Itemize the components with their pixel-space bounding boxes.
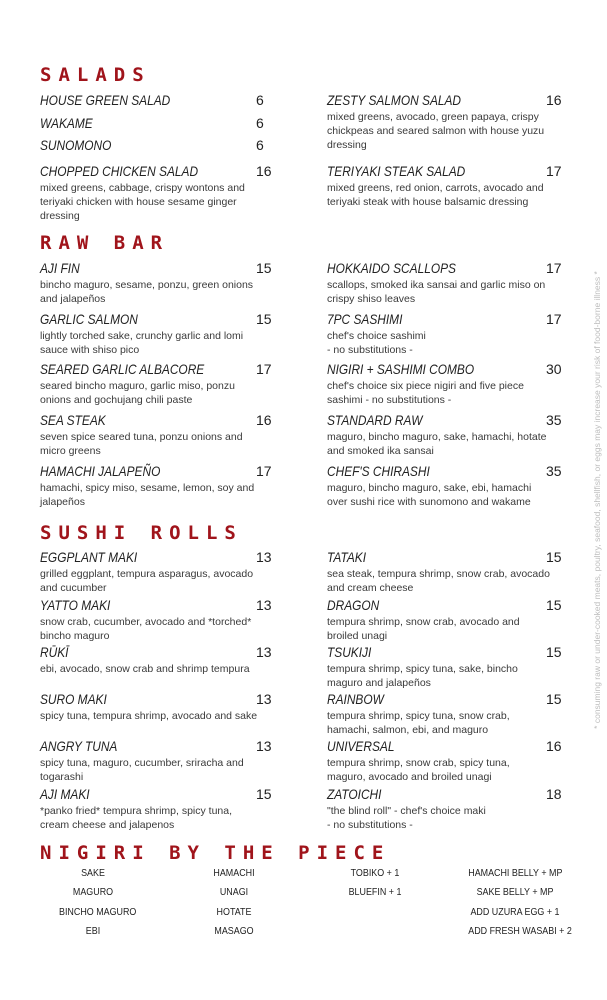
item-description: seared bincho maguro, garlic miso, ponzu onions and gochujang chili paste	[40, 380, 235, 406]
item-name: ZATOICHI	[327, 786, 382, 802]
item-price: 13	[256, 549, 272, 565]
item-price: 17	[546, 311, 562, 327]
item-price: 15	[546, 644, 562, 660]
menu-item	[327, 463, 562, 509]
item-name: SEA STEAK	[40, 412, 106, 428]
nigiri-item: MAGURO	[72, 886, 114, 898]
item-price: 35	[546, 412, 562, 428]
item-price: 6	[256, 92, 264, 108]
item-description: tempura shrimp, snow crab, avocado and broiled unagi	[327, 616, 520, 642]
item-price: 30	[546, 361, 562, 377]
nigiri-item: EBI	[85, 925, 101, 937]
menu-item	[40, 361, 272, 407]
item-description: tempura shrimp, snow crab, spicy tuna, maguro, avocado and broiled unagi	[327, 757, 510, 783]
item-description: "the blind roll" - chef's choice maki - no substitutions -	[327, 805, 486, 831]
menu-item	[40, 260, 272, 306]
item-description: scallops, smoked ika sansai and garlic miso on crispy shiso leaves	[327, 279, 546, 305]
item-description: *panko fried* tempura shrimp, spicy tuna, cream cheese and jalapenos	[40, 805, 233, 831]
item-price: 13	[256, 691, 272, 707]
item-description: snow crab, cucumber, avocado and *torched* bincho maguro	[40, 616, 252, 642]
item-name: ANGRY TUNA	[40, 738, 118, 754]
food-safety-disclaimer: * consuming raw or under-cooked meats, poultry, seafood, shellfish, or eggs may increase your risk of food-borne illness *	[592, 271, 602, 729]
nigiri-item: MASAGO	[214, 925, 254, 937]
item-description: chef's choice six piece nigiri and five piece sashimi - no substitutions -	[327, 380, 524, 406]
item-name: AJI FIN	[40, 260, 80, 276]
menu-item	[40, 549, 272, 595]
menu-item	[40, 115, 264, 132]
item-description: mixed greens, avocado, green papaya, crispy chickpeas and seared salmon with house yuzu dressing	[327, 111, 545, 151]
item-price: 16	[256, 412, 272, 428]
item-name: 7PC SASHIMI	[327, 311, 403, 327]
item-price: 6	[256, 115, 264, 131]
section-title-nigiri: NIGIRI BY THE PIECE	[40, 842, 391, 864]
menu-item	[327, 163, 562, 209]
item-price: 13	[256, 597, 272, 613]
item-price: 35	[546, 463, 562, 479]
menu-item	[327, 361, 562, 407]
item-name: TSUKIJI	[327, 644, 372, 660]
menu-item	[327, 92, 562, 152]
item-name: NIGIRI + SASHIMI COMBO	[327, 361, 475, 377]
item-price: 18	[546, 786, 562, 802]
section-title-raw-bar: RAW BAR	[40, 232, 170, 254]
menu-item	[40, 597, 272, 643]
item-description: spicy tuna, tempura shrimp, avocado and sake	[40, 710, 258, 722]
menu-item	[327, 786, 562, 832]
item-description: spicy tuna, maguro, cucumber, sriracha and togarashi	[40, 757, 244, 783]
menu-item	[327, 738, 562, 784]
menu-item	[40, 738, 272, 784]
section-title-sushi-rolls: SUSHI ROLLS	[40, 522, 243, 544]
item-description: maguro, bincho maguro, sake, hamachi, hotate and smoked ika sansai	[327, 431, 547, 457]
nigiri-item: SAKE	[81, 867, 105, 879]
item-name: UNIVERSAL	[327, 738, 395, 754]
item-price: 16	[546, 738, 562, 754]
item-price: 15	[256, 786, 272, 802]
item-name: RŪKĪ	[40, 644, 69, 660]
menu-item	[40, 412, 272, 458]
item-description: chef's choice sashimi - no substitutions -	[327, 330, 426, 356]
item-description: mixed greens, red onion, carrots, avocado and teriyaki steak with house balsamic dressing	[327, 182, 544, 208]
item-description: grilled eggplant, tempura asparagus, avocado and cucumber	[40, 568, 254, 594]
item-price: 15	[256, 260, 272, 276]
nigiri-item: HOTATE	[216, 906, 252, 918]
menu-item	[40, 137, 264, 154]
nigiri-item: HAMACHI	[213, 867, 255, 879]
item-price: 15	[546, 549, 562, 565]
nigiri-item: BINCHO MAGURO	[59, 906, 137, 918]
section-title-salads: SALADS	[40, 64, 151, 86]
nigiri-item: BLUEFIN + 1	[348, 886, 402, 898]
item-name: DRAGON	[327, 597, 380, 613]
nigiri-item: SAKE BELLY + MP	[476, 886, 554, 898]
item-price: 6	[256, 137, 264, 153]
item-name: RAINBOW	[327, 691, 384, 707]
menu-item	[40, 311, 272, 357]
item-price: 17	[256, 463, 272, 479]
menu-item	[327, 311, 562, 357]
item-name: SUNOMONO	[40, 137, 112, 153]
nigiri-item: UNAGI	[219, 886, 249, 898]
menu-item	[40, 644, 272, 676]
item-description: mixed greens, cabbage, crispy wontons and teriyaki chicken with house sesame ginger dressing	[40, 182, 245, 222]
item-description: bincho maguro, sesame, ponzu, green onions and jalapeños	[40, 279, 254, 305]
menu-item	[40, 786, 272, 832]
menu-item	[327, 691, 562, 737]
item-name: CHOPPED CHICKEN SALAD	[40, 163, 199, 179]
item-price: 17	[546, 163, 562, 179]
menu-item	[327, 644, 562, 690]
item-name: GARLIC SALMON	[40, 311, 138, 327]
item-price: 15	[546, 691, 562, 707]
item-description: maguro, bincho maguro, sake, ebi, hamachi over sushi rice with sunomono and wakame	[327, 482, 532, 508]
item-name: AJI MAKI	[40, 786, 90, 802]
item-name: HOUSE GREEN SALAD	[40, 92, 171, 108]
menu-item	[40, 691, 272, 723]
menu-item	[40, 163, 272, 223]
item-name: SEARED GARLIC ALBACORE	[40, 361, 205, 377]
item-name: TERIYAKI STEAK SALAD	[327, 163, 466, 179]
menu-item	[327, 549, 562, 595]
menu-item	[327, 260, 562, 306]
nigiri-item: ADD UZURA EGG + 1	[470, 906, 560, 918]
item-description: lightly torched sake, crunchy garlic and lomi sauce with shiso pico	[40, 330, 244, 356]
item-description: sea steak, tempura shrimp, snow crab, avocado and cream cheese	[327, 568, 550, 594]
item-price: 13	[256, 738, 272, 754]
item-name: HOKKAIDO SCALLOPS	[327, 260, 456, 276]
nigiri-item: TOBIKO + 1	[350, 867, 400, 879]
item-name: STANDARD RAW	[327, 412, 423, 428]
item-description: seven spice seared tuna, ponzu onions and micro greens	[40, 431, 243, 457]
menu-item	[40, 463, 272, 509]
item-price: 15	[256, 311, 272, 327]
item-name: SURO MAKI	[40, 691, 107, 707]
menu-item	[327, 597, 562, 643]
item-name: TATAKI	[327, 549, 367, 565]
item-name: ZESTY SALMON SALAD	[327, 92, 462, 108]
item-name: WAKAME	[40, 115, 93, 131]
menu-item	[40, 92, 264, 109]
item-price: 16	[546, 92, 562, 108]
item-price: 17	[256, 361, 272, 377]
item-name: CHEF'S CHIRASHI	[327, 463, 430, 479]
item-name: YATTO MAKI	[40, 597, 111, 613]
item-description: tempura shrimp, spicy tuna, sake, bincho maguro and jalapeños	[327, 663, 518, 689]
item-description: tempura shrimp, spicy tuna, snow crab, hamachi, salmon, ebi, and maguro	[327, 710, 510, 736]
item-price: 16	[256, 163, 272, 179]
item-description: ebi, avocado, snow crab and shrimp tempura	[40, 663, 250, 675]
nigiri-item: HAMACHI BELLY + MP	[468, 867, 563, 879]
nigiri-item: ADD FRESH WASABI + 2	[468, 925, 572, 937]
item-name: EGGPLANT MAKI	[40, 549, 138, 565]
item-description: hamachi, spicy miso, sesame, lemon, soy and jalapeños	[40, 482, 255, 508]
item-name: HAMACHI JALAPEÑO	[40, 463, 161, 479]
menu-item	[327, 412, 562, 458]
item-price: 15	[546, 597, 562, 613]
item-price: 17	[546, 260, 562, 276]
item-price: 13	[256, 644, 272, 660]
